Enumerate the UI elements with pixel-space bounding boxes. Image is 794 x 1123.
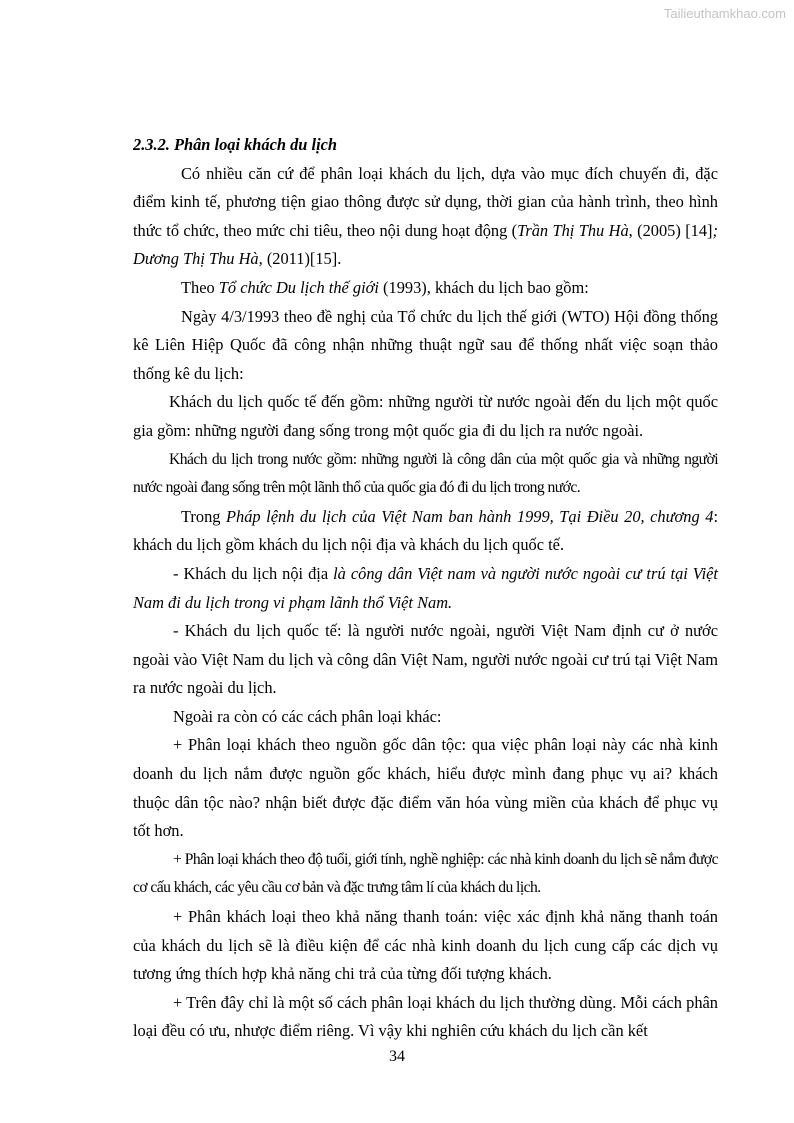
paragraph-domestic-visitor: Khách du lịch trong nước gồm: những người là công dân của một quốc gia và những người nước ngoài đang sống trên một lãnh thổ của quốc gia đó đi du lịch trong nước. — [133, 450, 718, 497]
text-run: Theo — [181, 277, 219, 297]
paragraph-international-visitor: Khách du lịch quốc tế đến gồm: những người từ nước ngoài đến du lịch một quốc gia gồm: những người đang sống trong một quốc gia đi du lịch ra nước ngoài. — [133, 392, 718, 440]
page-body — [133, 131, 718, 1046]
text-run: , (2005) [14] — [628, 220, 713, 240]
paragraph-classification-criteria — [133, 160, 718, 274]
paragraph-international-tourist: - Khách du lịch quốc tế: là người nước ngoài, người Việt Nam định cư ở nước ngoài vào Việt Nam du lịch và công dân Việt Nam, người nước ngoài cư trú tại Việt Nam ra nước ngoài du lịch. — [133, 621, 718, 698]
paragraph-summary: + Trên đây chỉ là một số cách phân loại khách du lịch thường dùng. Mỗi cách phân loại đều có ưu, nhược điểm riêng. Vì vậy khi nghiên cứu khách du lịch cần kết — [133, 992, 718, 1041]
watermark: Tailieuthamkhao.com — [663, 6, 786, 21]
citation-author: ; Dương Thị Thu Hà, — [133, 220, 718, 269]
citation-author: Trần Thị Thu Hà — [517, 220, 629, 240]
section-heading: 2.3.2. Phân loại khách du lịch — [133, 135, 338, 154]
paragraph-wto — [133, 274, 718, 303]
legal-reference: Pháp lệnh du lịch của Việt Nam ban hành 1999, Tại Điều 20, chương 4 — [226, 506, 714, 526]
text-run: Có nhiều căn cứ để phân loại khách du lịch, dựa vào mục đích chuyến đi, đặc điểm kinh tế, phương tiện giao thông được sử dụng, thời gian của hành trình, theo hình thức tổ chức, theo mức chi tiêu, theo nội dung hoạt động ( — [133, 163, 718, 240]
page-number: 34 — [389, 1048, 405, 1065]
text-run: : khách du lịch gồm khách du lịch nội địa và khách du lịch quốc tế. — [133, 506, 718, 555]
text-run: (1993), khách du lịch bao gồm: — [378, 277, 589, 297]
paragraph-ethnic-origin: + Phân loại khách theo nguồn gốc dân tộc: qua việc phân loại này các nhà kinh doanh du lịch nắm được nguồn gốc khách, hiểu được mình đang phục vụ ai? khách thuộc dân tộc nào? nhận biết được đặc điểm văn hóa vùng miền của khách để phục vụ tốt hơn. — [133, 735, 718, 841]
paragraph-un-statistics: Ngày 4/3/1993 theo đề nghị của Tổ chức du lịch thế giới (WTO) Hội đồng thống kê Liên Hiệp Quốc đã công nhận những thuật ngữ sau để thống nhất việc soạn thảo thống kê du lịch: — [133, 306, 718, 383]
text-run: - Khách du lịch nội địa — [173, 563, 334, 583]
paragraph-age-gender: + Phân loại khách theo độ tuổi, giới tính, nghề nghiệp: các nhà kinh doanh du lịch sẽ nắm được cơ cấu khách, các yêu cầu cơ bản và đặc trưng tâm lí của khách du lịch. — [133, 850, 718, 897]
text-run: Trong — [181, 506, 227, 526]
definition-text: là công dân Việt nam và người nước ngoài cư trú tại Việt Nam đi du lịch trong vi phạm lãnh thổ Việt Nam. — [133, 563, 718, 612]
paragraph-domestic-tourist — [133, 560, 718, 617]
paragraph-tourism-ordinance — [133, 503, 718, 560]
paragraph-other-classifications: Ngoài ra còn có các cách phân loại khác: — [173, 706, 442, 726]
text-run: (2011)[15]. — [262, 249, 342, 269]
paragraph-payment-ability: + Phân khách loại theo khả năng thanh toán: việc xác định khả năng thanh toán của khách du lịch sẽ là điều kiện để các nhà kinh doanh du lịch cung cấp các dịch vụ tương ứng thích hợp khả năng chi trả của từng đối tượng khách. — [133, 907, 718, 984]
organization-name: Tổ chức Du lịch thế giới — [218, 277, 379, 297]
